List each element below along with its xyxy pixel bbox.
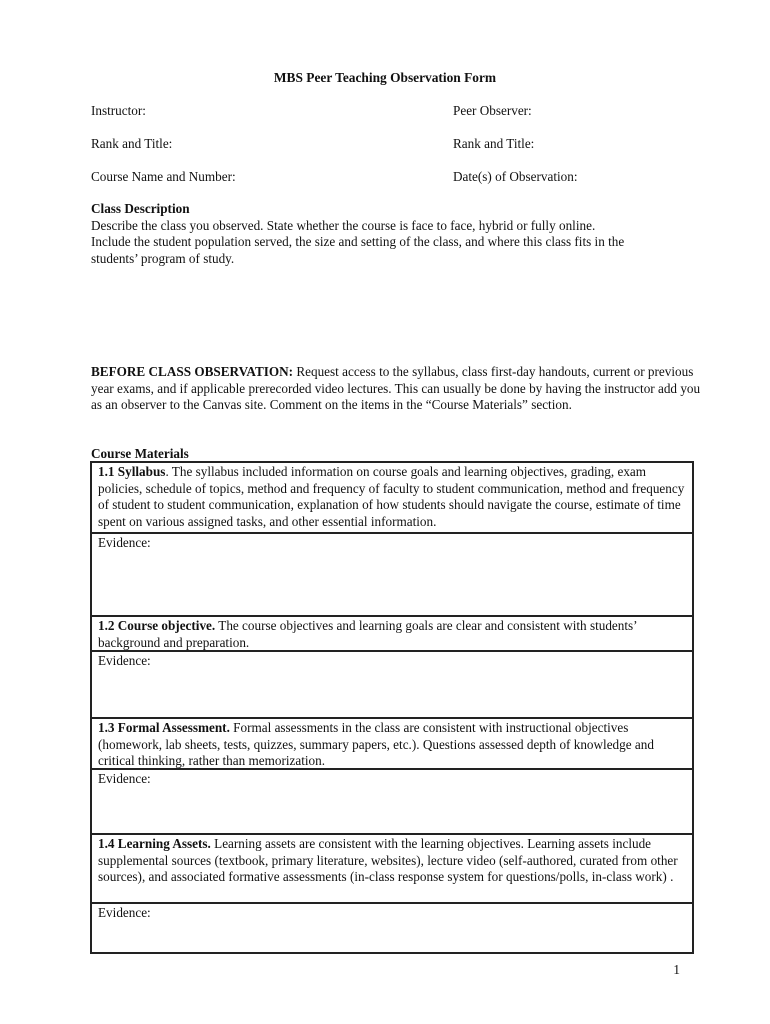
evidence-label: Evidence: [98,905,151,920]
criterion-row-course-objective [92,615,692,650]
form-title: MBS Peer Teaching Observation Form [273,70,497,85]
course-materials-heading: Course Materials [91,446,189,461]
class-description-line: students’ program of study. [91,251,235,266]
criterion-title: 1.4 Learning Assets. [98,836,211,851]
observation-date-label: Date(s) of Observation: [453,169,578,184]
before-class-text: Request access to the syllabus, class first-day handouts, current or previous year exams, and if applicable prerecorded video lectures. This can usually be done by having the instructor add you as an observer to the Canvas site. Comment on the items in the “Course Materials” section. [91,364,701,413]
evidence-field-formal-assessment[interactable] [92,768,692,833]
criterion-text: Formal assessments in the class are consistent with instructional objectives (homework, lab sheets, tests, quizzes, summary papers, etc.). Questions assessed depth of knowledge and critical thinking, rather than memorization. [98,720,654,769]
evidence-field-syllabus[interactable] [92,532,692,615]
evidence-field-course-objective[interactable] [92,650,692,717]
evidence-label: Evidence: [98,771,151,786]
observer-rank-title-label: Rank and Title: [453,136,535,151]
instructor-label: Instructor: [91,103,146,118]
before-class-paragraph [91,364,701,414]
evidence-field-learning-assets[interactable] [92,902,692,952]
page-number: 1 [673,962,680,977]
course-materials-table [90,461,694,954]
criterion-row-syllabus [92,463,692,532]
criterion-title: 1.2 Course objective. [98,618,216,633]
criterion-text: . The syllabus included information on course goals and learning objectives, grading, exam policies, schedule of topics, method and frequency of faculty to student communication, method and frequency of student to student communication, explanation of how students should navigate the course, estimate of time spent on various assigned tasks, and other essential information. [98,464,685,530]
evidence-label: Evidence: [98,653,151,668]
class-description-heading: Class Description [91,201,190,216]
criterion-text: The course objectives and learning goals are clear and consistent with students’ background and preparation. [98,618,637,650]
criterion-row-learning-assets [92,833,692,902]
before-class-heading: BEFORE CLASS OBSERVATION: [91,364,294,379]
instructor-rank-title-label: Rank and Title: [91,136,173,151]
class-description-line: Describe the class you observed. State whether the course is face to face, hybrid or fully online. [91,218,596,233]
criterion-text: Learning assets are consistent with the learning objectives. Learning assets include supplemental sources (textbook, primary literature, websites), lecture video (self-authored, curated from other sources), and associated formative assessments (in-class response system for questions/polls, in-class work) . [98,836,678,885]
evidence-label: Evidence: [98,535,151,550]
peer-observer-label: Peer Observer: [453,103,532,118]
course-name-label: Course Name and Number: [91,169,236,184]
criterion-title: 1.1 Syllabus [98,464,166,479]
criterion-row-formal-assessment [92,717,692,768]
class-description-line: Include the student population served, the size and setting of the class, and where this class fits in the [91,234,625,249]
criterion-title: 1.3 Formal Assessment. [98,720,230,735]
